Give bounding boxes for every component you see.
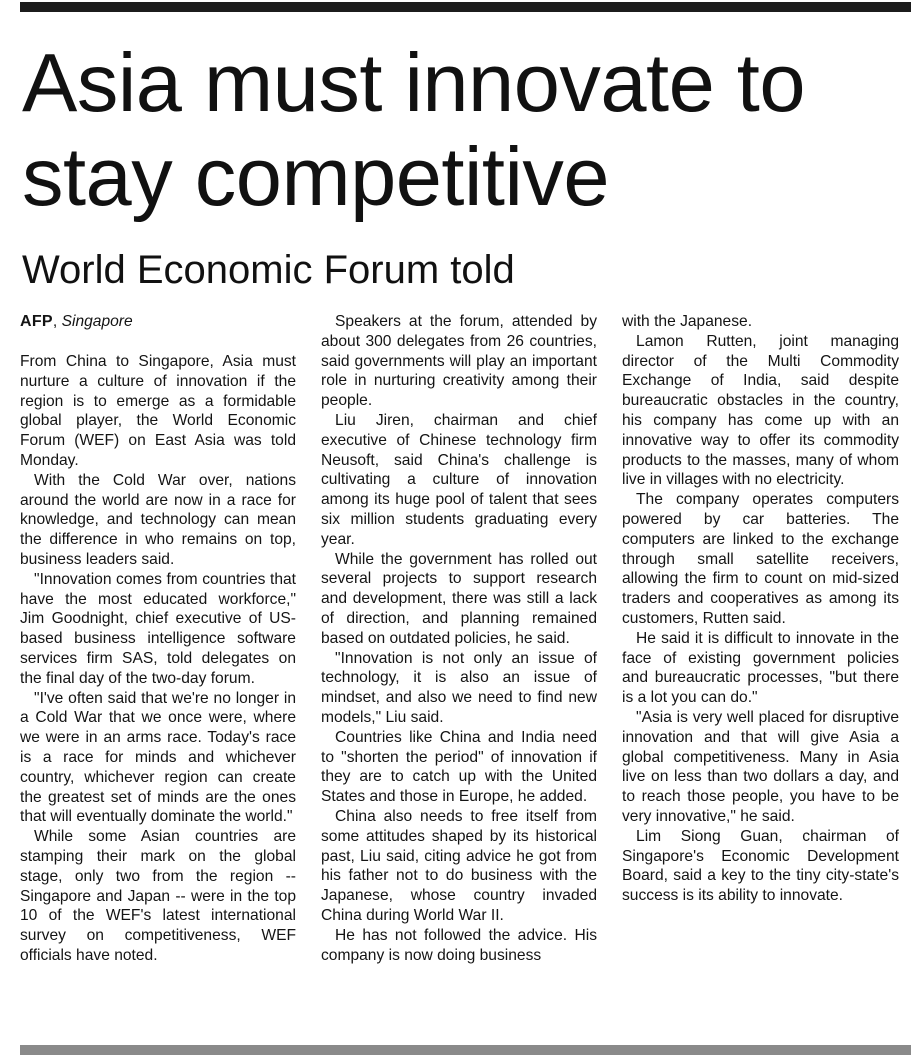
paragraph: He said it is difficult to innovate in the face of existing government policies and bureaucratic processes, "but there is a lot you can do." — [622, 629, 899, 707]
paragraph: Lim Siong Guan, chairman of Singapore's Economic Development Board, said a key to the tiny city-state's success is its ability to innovate. — [622, 827, 899, 905]
paragraph: Speakers at the forum, attended by about 300 delegates from 26 countries, said governments will play an important role in nurturing creativity among their people. — [321, 313, 597, 410]
paragraph: With the Cold War over, nations around the world are now in a race for knowledge, and technology can mean the difference in who remains on top, business leaders said. — [20, 471, 296, 568]
paragraph: While the government has rolled out several projects to support research and development, there was still a lack of direction, and planning remained based on outdated policies, he said. — [321, 550, 597, 647]
paragraph: China also needs to free itself from some attitudes shaped by its historical past, Liu said, citing advice he got from his father not to do business with the Japanese, whose country invaded China during World War II. — [321, 807, 597, 924]
article-column-1 — [20, 312, 296, 966]
byline-agency: AFP — [20, 313, 53, 330]
subheadline: World Economic Forum told — [22, 248, 515, 292]
headline: Asia must innovate to stay competitive — [22, 36, 806, 223]
paragraph: Lamon Rutten, joint managing director of the Multi Commodity Exchange of India, said despite bureaucratic obstacles in the country, his company has come up with an innovative way to offer its commodity products to the masses, many of whom live in villages with no electricity. — [622, 332, 899, 489]
top-rule — [20, 2, 911, 12]
paragraph: From China to Singapore, Asia must nurture a culture of innovation if the region is to emerge as a formidable global player, the World Economic Forum (WEF) on East Asia was told Monday. — [20, 353, 296, 469]
article-column-2 — [321, 312, 597, 965]
paragraph-continued: with the Japanese. — [622, 313, 753, 330]
paragraph: The company operates computers powered by car batteries. The computers are linked to the exchange through small satellite receivers, allowing the firm to count on mid-sized traders and cooperatives as among its customers, Rutten said. — [622, 491, 899, 627]
paragraph: While some Asian countries are stamping their mark on the global stage, only two from the region -- Singapore and Japan -- were in the top 10 of the WEF's latest international survey on competitiveness, WEF officials have noted. — [20, 828, 296, 964]
paragraph: Countries like China and India need to "shorten the period" of innovation if they are to catch up with the United States and those in Europe, he added. — [321, 728, 597, 806]
byline-dateline: Singapore — [61, 313, 133, 330]
paragraph: "Innovation is not only an issue of technology, it is also an issue of mindset, and also we need to find new models," Liu said. — [321, 649, 597, 726]
byline: AFP, Singapore — [20, 313, 133, 330]
paragraph: He has not followed the advice. His company is now doing business — [321, 926, 597, 964]
paragraph: "Innovation comes from countries that have the most educated workforce," Jim Goodnight, chief executive of US-based business intelligence software services firm SAS, told delegates on the final day of the two-day forum. — [20, 570, 296, 687]
article-column-3 — [622, 312, 899, 906]
paragraph: "Asia is very well placed for disruptive innovation and that will give Asia a global competitiveness. Many in Asia live on less than two dollars a day, and to reach those people, you have to be very innovative," he said. — [622, 708, 899, 825]
paragraph: "I've often said that we're no longer in a Cold War that we once were, where we were in an arms race. Today's race is a race for minds and whichever country, whichever region can create the greatest set of minds are the ones that will eventually dominate the world." — [20, 689, 296, 826]
bottom-rule — [20, 1045, 911, 1055]
paragraph: Liu Jiren, chairman and chief executive of Chinese technology firm Neusoft, said China's challenge is cultivating a culture of innovation among its huge pool of talent that sees six million students graduating every year. — [321, 411, 597, 548]
